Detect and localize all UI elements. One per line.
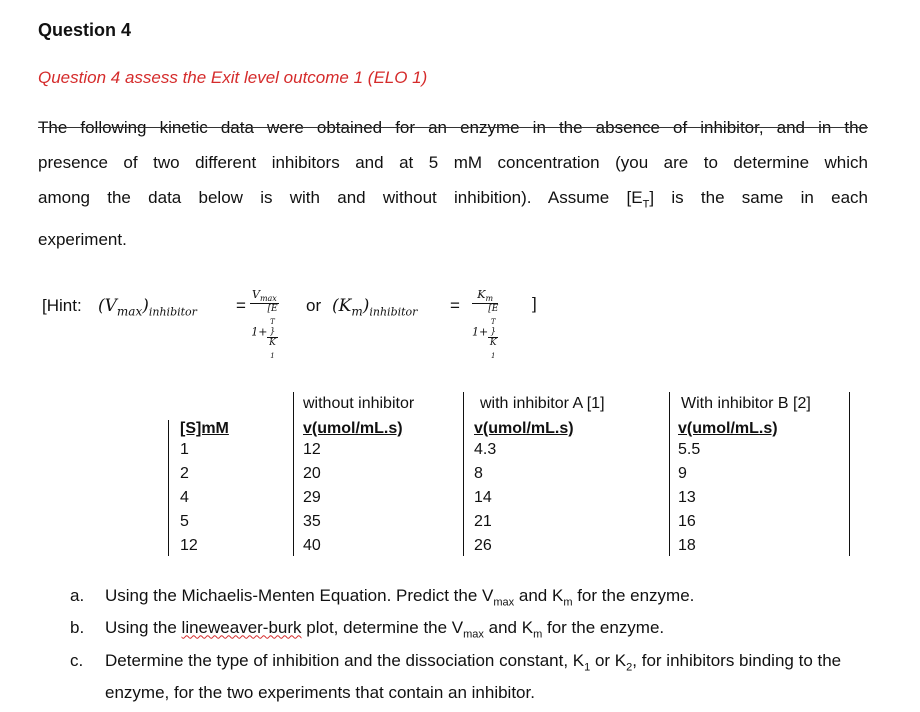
km-lhs-sub: m [351, 304, 363, 319]
question-b-spellcheck-word: lineweaver-burk [181, 618, 302, 638]
or-text: or [306, 296, 322, 315]
et-2-close: } [490, 326, 497, 337]
header-without-inhibitor: without inhibitor [303, 395, 415, 412]
paragraph-line-2: presence of two different inhibitors and at 5 mM concentration (you are to determine which [38, 153, 868, 172]
km-lhs-close: ) [362, 296, 370, 316]
hint-open: [Hint: [42, 296, 82, 315]
cell-none: 12 [303, 441, 321, 458]
question-c-marker: c. [70, 650, 84, 670]
km-inhibitor-sub: inhibitor [369, 305, 418, 319]
cell-none: 40 [303, 537, 321, 554]
table-row [168, 465, 858, 489]
question-c-text-3: , for inhibitors binding to the enzyme, for the two experiments that contain an inhibitor. [105, 650, 842, 703]
k1-1-sub: 1 [270, 351, 275, 360]
cell-b: 9 [678, 465, 687, 482]
equals-2: = [450, 296, 460, 315]
table-row [168, 513, 858, 537]
cell-b: 13 [678, 489, 696, 506]
question-b-text-4: for the enzyme. [542, 618, 665, 638]
vmax-lhs-close: ) [142, 296, 149, 316]
question-b-text-1: Using the [105, 618, 182, 638]
question-list [70, 583, 870, 706]
cell-s: 2 [180, 465, 189, 482]
question-c [70, 648, 870, 706]
cell-a: 21 [474, 513, 492, 530]
paragraph-line-3 [38, 180, 868, 222]
vmax-num-sub: max [259, 294, 277, 304]
hint-formula [42, 286, 602, 360]
cell-a: 14 [474, 489, 492, 506]
question-b-sub-2: m [533, 628, 543, 641]
question-a-marker: a. [70, 586, 85, 605]
km-den-prefix: 1+ [472, 325, 489, 339]
cell-b: 16 [678, 513, 696, 530]
question-c-sub-2: 2 [626, 661, 633, 674]
cell-a: 4.3 [474, 441, 497, 458]
cell-s: 1 [180, 441, 189, 458]
header-inhibitor-b: With inhibitor B [2] [681, 395, 811, 412]
km-numerator [472, 288, 498, 304]
k1-1: K [269, 337, 276, 348]
question-a-text-2: and K [514, 586, 564, 605]
hint-close: ] [532, 294, 537, 313]
et-1-close: } [269, 326, 276, 337]
et-1-sub: T [270, 317, 275, 326]
paragraph-line-4: experiment. [38, 230, 127, 250]
k1-2: K [489, 337, 497, 348]
equals-1: = [236, 296, 246, 315]
question-b [70, 615, 870, 647]
vmax-numerator [250, 288, 279, 304]
vmax-fraction [250, 288, 279, 361]
header-inhibitor-a-unit: v(umol/mL.s) [474, 420, 574, 437]
problem-paragraph [38, 110, 868, 257]
cell-b: 5.5 [678, 441, 701, 458]
header-substrate: [S]mM [180, 420, 229, 437]
paragraph-line-3-text: among the data below is with and without inhibition). Assume [E [38, 188, 643, 207]
question-a-text-3: for the enzyme. [572, 586, 695, 605]
question-subtitle: Question 4 assess the Exit level outcome 1 (ELO 1) [38, 68, 428, 87]
question-b-text-2: plot, determine the V [301, 618, 464, 638]
vmax-num-symbol: V [252, 288, 260, 301]
km-lhs-symbol: (K [332, 296, 352, 316]
km-fraction [472, 288, 498, 361]
question-a-sub-1: max [493, 596, 515, 609]
k1-2-sub: 1 [491, 351, 496, 360]
paragraph-line-1: The following kinetic data were obtained for an enzyme in the absence of inhibitor, and in the [38, 118, 868, 137]
km-denominator [472, 304, 498, 361]
kinetic-data-table [168, 392, 858, 562]
cell-none: 20 [303, 465, 321, 482]
cell-s: 4 [180, 489, 189, 506]
vmax-inhibitor-sub: inhibitor [148, 305, 197, 319]
et-1: [E [267, 304, 278, 315]
table-row [168, 537, 858, 561]
question-b-sub-1: max [463, 628, 484, 641]
cell-b: 18 [678, 537, 696, 554]
et-2-sub: T [490, 317, 496, 326]
header-without-inhibitor-unit: v(umol/mL.s) [303, 420, 403, 437]
paragraph-line-3-end: ] is the same in each [649, 188, 869, 207]
cell-a: 8 [474, 465, 483, 482]
vmax-denominator [250, 304, 279, 361]
vmax-lhs-sub: max [116, 304, 143, 319]
et-subscript: T [642, 198, 650, 211]
table-row [168, 441, 858, 465]
cell-none: 35 [303, 513, 321, 530]
vmax-lhs-symbol: (V [98, 296, 117, 316]
question-b-marker: b. [70, 618, 85, 638]
vmax-inhibitor-lhs [98, 296, 197, 318]
header-inhibitor-a: with inhibitor A [1] [480, 395, 605, 412]
et-2: [E [488, 304, 499, 315]
question-a-text-1: Using the Michaelis-Menten Equation. Predict the V [105, 586, 494, 605]
question-c-text-1: Determine the type of inhibition and the dissociation constant, K [105, 650, 585, 670]
cell-none: 29 [303, 489, 321, 506]
table-row [168, 489, 858, 513]
cell-s: 12 [180, 537, 198, 554]
km-num-sub: m [485, 294, 494, 304]
km-inhibitor-lhs [332, 296, 417, 318]
question-title: Question 4 [38, 20, 132, 40]
cell-s: 5 [180, 513, 189, 530]
header-inhibitor-b-unit: v(umol/mL.s) [678, 420, 778, 437]
question-b-text-3: and K [483, 618, 534, 638]
question-c-text-2: or K [590, 650, 627, 670]
question-c-sub-1: 1 [584, 661, 591, 674]
question-a [70, 583, 870, 615]
cell-a: 26 [474, 537, 492, 554]
km-num-symbol: K [477, 288, 486, 301]
vmax-den-prefix: 1+ [251, 325, 268, 339]
question-a-sub-2: m [563, 596, 573, 609]
